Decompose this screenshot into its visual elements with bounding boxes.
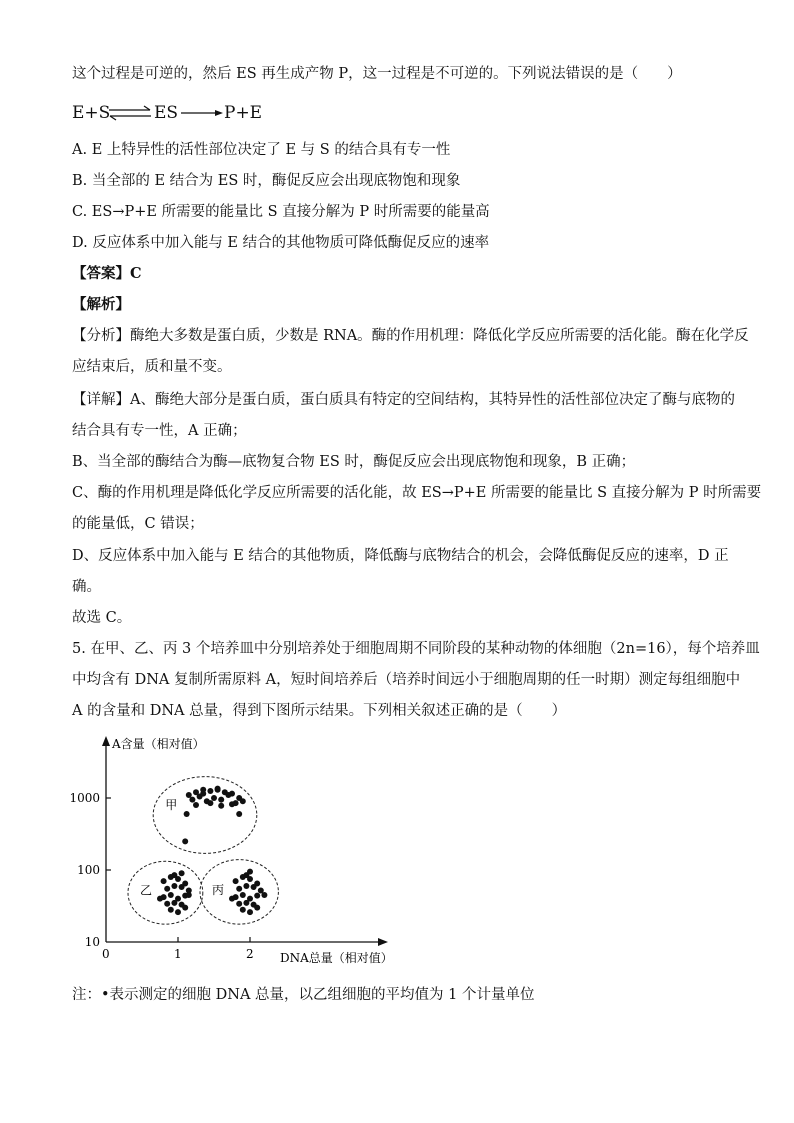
reaction-equation xyxy=(72,100,272,126)
y-tick-label: 100 xyxy=(77,863,100,877)
forward-arrow-icon xyxy=(180,108,224,118)
data-point xyxy=(236,901,242,907)
text-line: B、当全部的酶结合为酶—底物复合物 ES 时，酶促反应会出现底物饱和现象，B 正确； xyxy=(72,454,636,470)
data-point xyxy=(179,884,185,890)
text-line: A 的含量和 DNA 总量，得到下图所示结果。下列相关叙述正确的是（ ） xyxy=(72,703,567,719)
data-point xyxy=(211,795,217,801)
x-tick-label: 0 xyxy=(102,947,110,961)
group-label: 甲 xyxy=(165,797,178,812)
y-tick-label: 1000 xyxy=(69,791,100,805)
analysis-heading: 【解析】 xyxy=(72,296,130,313)
text-line: D、反应体系中加入能与 E 结合的其他物质，降低酶与底物结合的机会，会降低酶促反应的速率，D 正 xyxy=(72,548,729,564)
x-axis-label: DNA总量（相对值） xyxy=(280,951,393,965)
answer: 【答案】C xyxy=(72,265,142,282)
eq-right: P+E xyxy=(224,103,263,123)
data-point xyxy=(168,907,174,913)
option-d: D. 反应体系中加入能与 E 结合的其他物质可降低酶促反应的速率 xyxy=(72,235,490,251)
question-5: 5. 在甲、乙、丙 3 个培养皿中分别培养处于细胞周期不同阶段的某种动物的体细胞（2n=16），每个培养皿 xyxy=(72,641,760,657)
data-point xyxy=(247,869,253,875)
text-line: 【详解】A、酶绝大部分是蛋白质，蛋白质具有特定的空间结构，其特异性的活性部位决定了酶与底物的 xyxy=(72,392,735,408)
text-line: 故选 C。 xyxy=(72,610,132,626)
data-point xyxy=(186,892,192,898)
option-c: C. ES→P+E 所需要的能量比 S 直接分解为 P 时所需要的能量高 xyxy=(72,204,490,220)
data-point xyxy=(164,886,170,892)
data-point xyxy=(215,787,221,793)
text-line: 【分析】酶绝大多数是蛋白质，少数是 RNA。酶的作用机理：降低化学反应所需要的活化能。酶在化学反 xyxy=(72,328,749,344)
option-a: A. E 上特异性的活性部位决定了 E 与 S 的结合具有专一性 xyxy=(72,142,451,158)
data-point xyxy=(236,811,242,817)
data-point xyxy=(171,883,177,889)
data-point xyxy=(240,798,246,804)
data-point xyxy=(233,878,239,884)
scatter-chart xyxy=(60,730,400,970)
data-point xyxy=(243,883,249,889)
data-point xyxy=(161,878,167,884)
option-b: B. 当全部的 E 结合为 ES 时，酶促反应会出现底物饱和现象 xyxy=(72,173,461,189)
text-line: 确。 xyxy=(72,579,101,595)
data-point xyxy=(254,893,260,899)
data-point xyxy=(254,905,260,911)
data-point xyxy=(182,905,188,911)
text-line: C、酶的作用机理是降低化学反应所需要的活化能，故 ES→P+E 所需要的能量比 S 直接分解为 P 时所需要 xyxy=(72,485,762,501)
data-point xyxy=(164,901,170,907)
data-point xyxy=(240,907,246,913)
reversible-arrow-icon xyxy=(108,104,152,122)
data-point xyxy=(240,892,246,898)
data-point xyxy=(184,811,190,817)
data-point xyxy=(193,802,199,808)
eq-left: E+S xyxy=(72,103,111,123)
y-axis-label: A含量（相对值） xyxy=(112,737,205,751)
data-point xyxy=(179,870,185,876)
y-axis-arrow-icon xyxy=(102,736,110,746)
text-line: 这个过程是可逆的，然后 ES 再生成产物 P，这一过程是不可逆的。下列说法错误的是（ ） xyxy=(72,66,682,82)
data-point xyxy=(207,788,213,794)
data-point xyxy=(247,909,253,915)
data-point xyxy=(236,886,242,892)
x-tick-label: 1 xyxy=(174,947,182,961)
data-point xyxy=(243,900,249,906)
y-tick-label: 10 xyxy=(84,935,100,949)
data-point xyxy=(207,800,213,806)
text-line: 的能量低，C 错误； xyxy=(72,516,204,532)
data-point xyxy=(229,801,235,807)
x-tick-label: 2 xyxy=(246,947,254,961)
data-point xyxy=(182,838,188,844)
eq-middle: ES xyxy=(154,103,179,123)
group-label: 丙 xyxy=(212,882,225,897)
data-point xyxy=(168,892,174,898)
data-point xyxy=(171,900,177,906)
data-point xyxy=(200,791,206,797)
x-axis-arrow-icon xyxy=(378,938,388,946)
data-point xyxy=(218,803,224,809)
text-line: 中均含有 DNA 复制所需原料 A，短时间培养后（培养时间远小于细胞周期的任一时期）测定每组细胞中 xyxy=(72,672,741,688)
data-point xyxy=(157,896,163,902)
group-label: 乙 xyxy=(140,883,153,898)
data-point xyxy=(225,792,231,798)
data-point xyxy=(171,872,177,878)
data-point xyxy=(218,797,224,803)
data-point xyxy=(229,896,235,902)
figure-note: 注：•表示测定的细胞 DNA 总量，以乙组细胞的平均值为 1 个计量单位 xyxy=(72,987,535,1003)
text-line: 应结束后，质和量不变。 xyxy=(72,359,232,375)
text-line: 结合具有专一性，A 正确； xyxy=(72,423,247,439)
data-point xyxy=(175,909,181,915)
data-point xyxy=(261,892,267,898)
chart-axes xyxy=(102,736,388,946)
data-point xyxy=(251,884,257,890)
data-point xyxy=(189,797,195,803)
